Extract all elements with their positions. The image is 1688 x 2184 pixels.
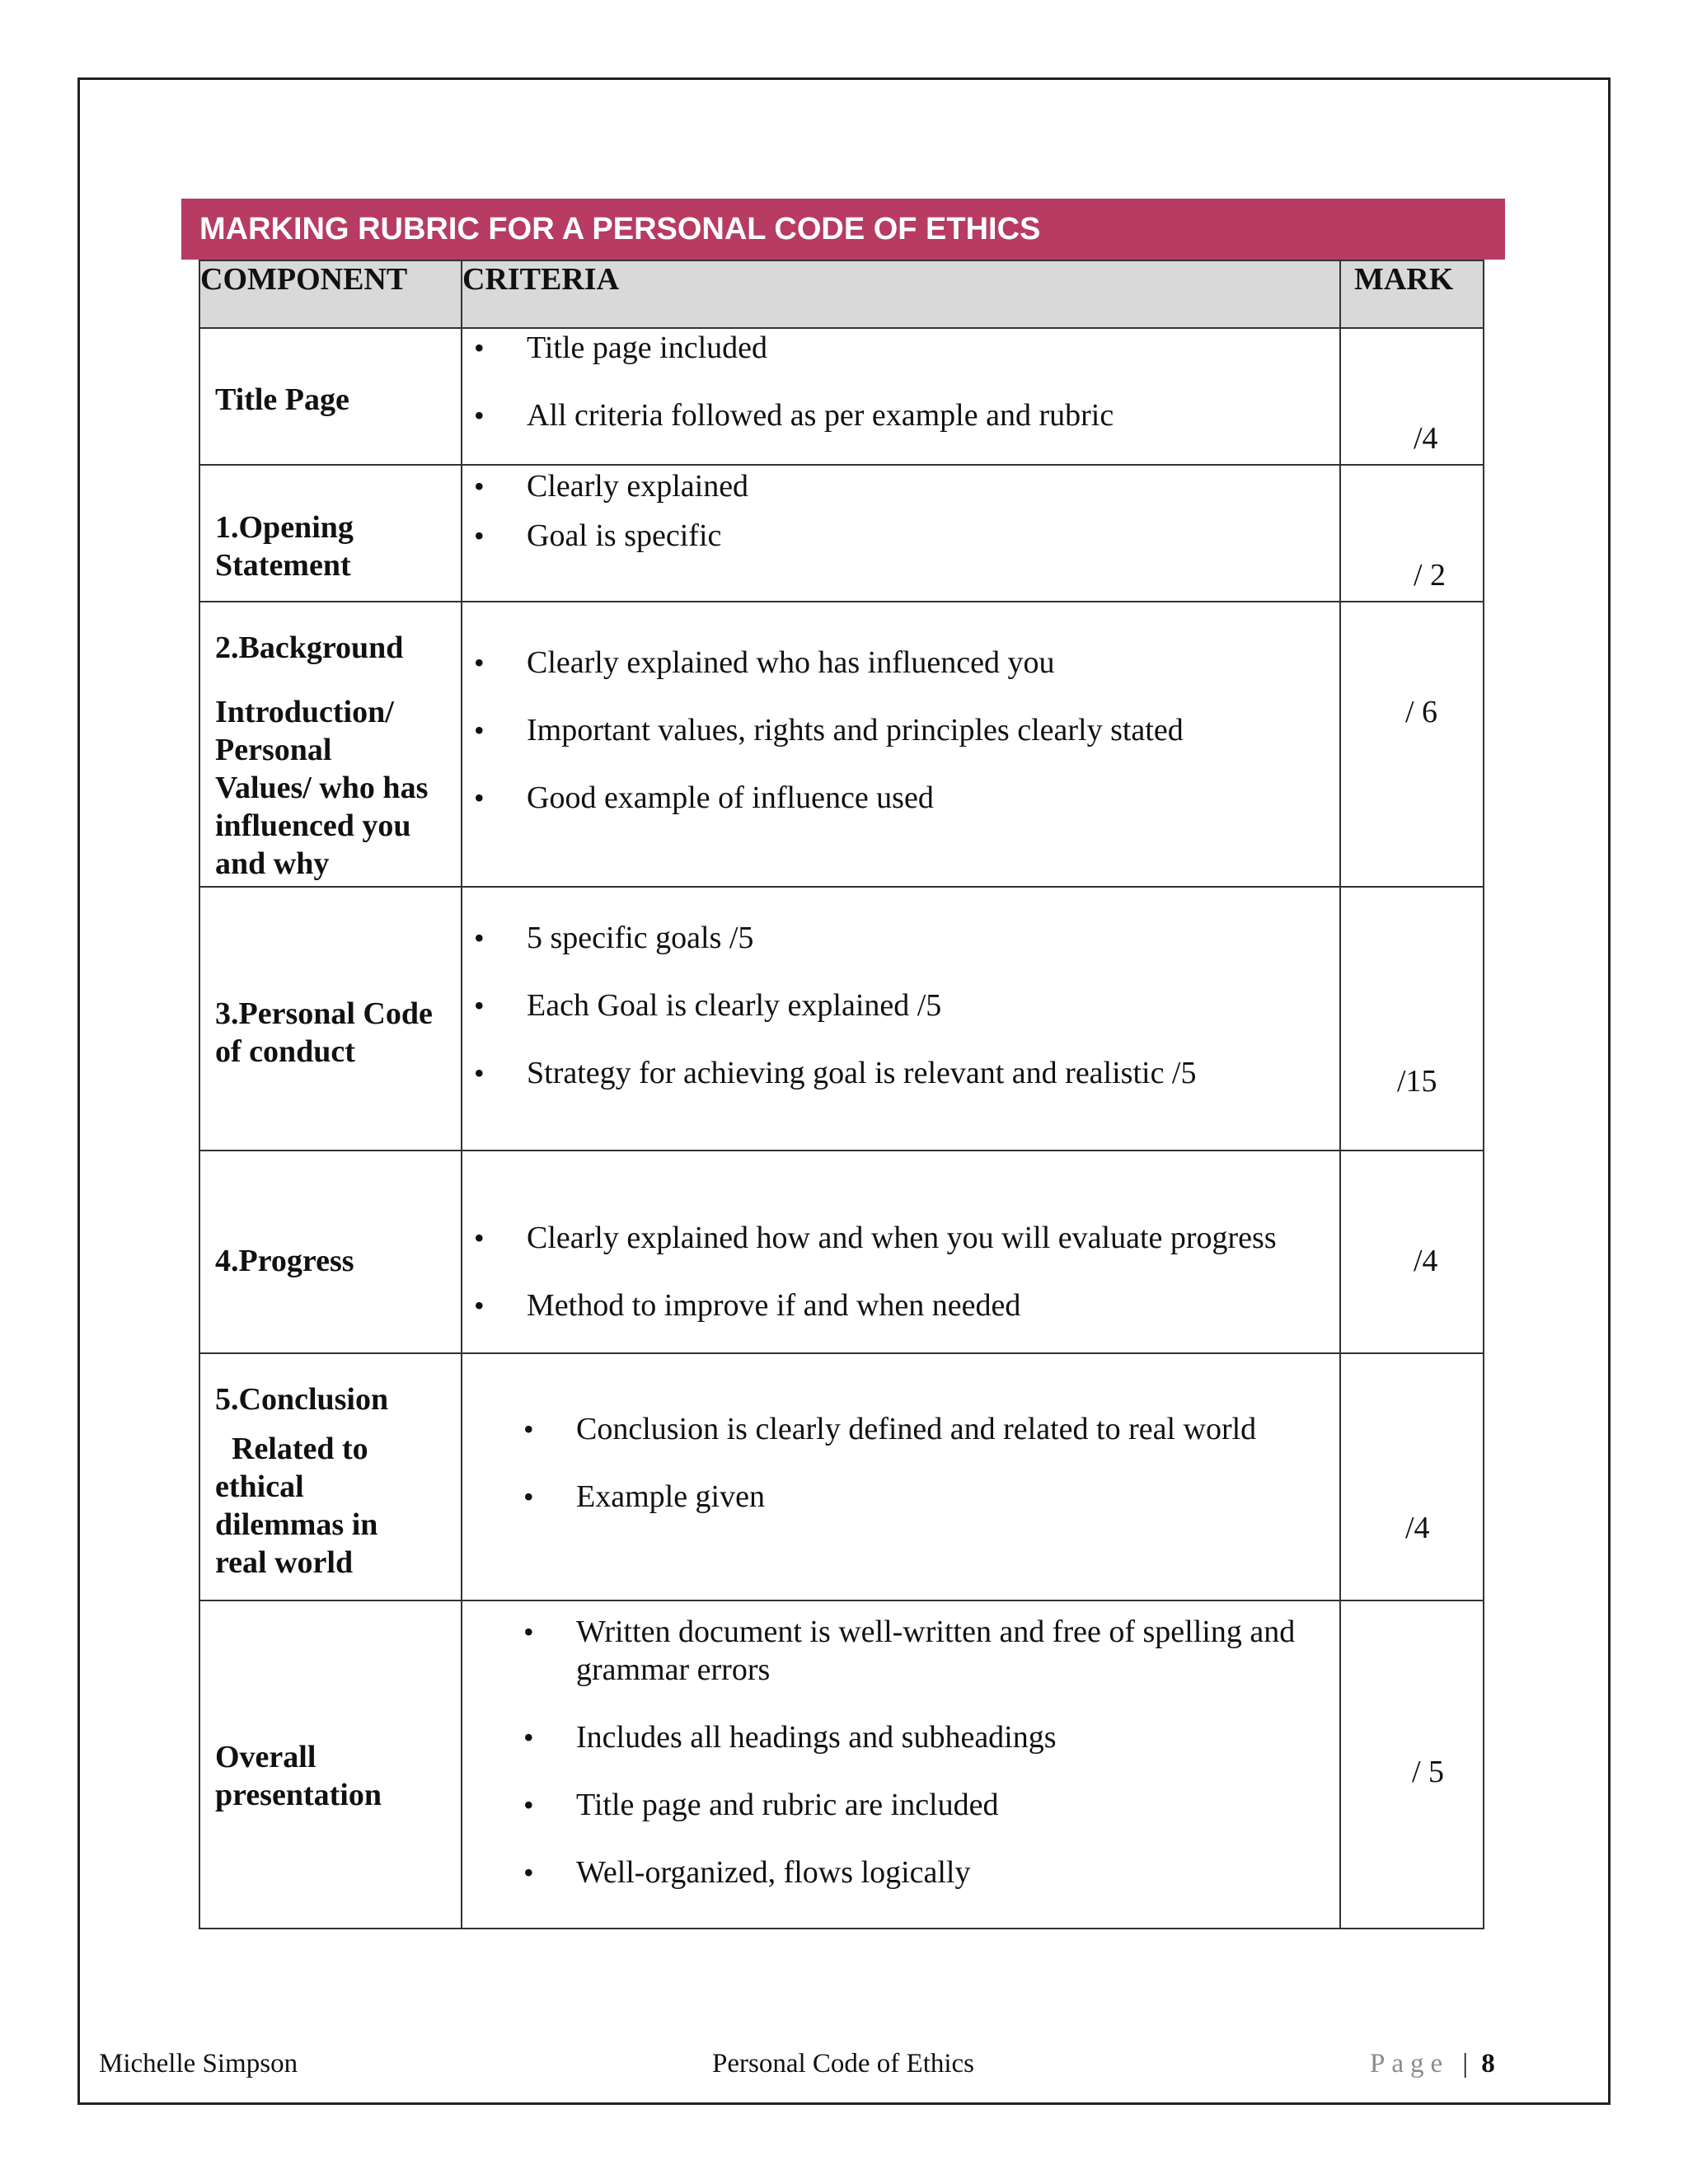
component-label: Overall: [215, 1740, 316, 1774]
mark-value: / 5: [1412, 1755, 1445, 1789]
mark-value: / 6: [1405, 695, 1438, 729]
criteria-cell: [462, 602, 1340, 887]
table-row: [199, 1151, 1484, 1353]
rubric-title-banner: [181, 199, 1505, 260]
component-cell: [199, 1601, 462, 1929]
mark-value: / 2: [1414, 558, 1447, 593]
footer-page-number: [1370, 2049, 1495, 2079]
mark-cell: [1340, 887, 1484, 1151]
criteria-item: • Title page and rubric are included: [462, 1786, 1306, 1824]
component-label: 4.Progress: [215, 1244, 354, 1278]
table-header-row: [199, 260, 1484, 328]
criteria-item: • Method to improve if and when needed: [462, 1286, 1339, 1324]
component-label: Statement: [215, 548, 351, 583]
component-label: dilemmas in: [215, 1507, 378, 1542]
criteria-item: • Strategy for achieving goal is relevant and realistic /5: [462, 1054, 1339, 1092]
component-cell: [199, 328, 462, 465]
mark-cell: [1340, 465, 1484, 602]
mark-cell: [1340, 1601, 1484, 1929]
criteria-cell: [462, 1353, 1340, 1601]
criteria-cell: [462, 1601, 1340, 1929]
component-label: ethical: [215, 1469, 304, 1504]
criteria-cell: [462, 887, 1340, 1151]
component-heading: 2.Background: [215, 630, 404, 665]
component-cell: [199, 1151, 462, 1353]
header-component: COMPONENT: [199, 260, 462, 328]
component-label: Related to: [232, 1432, 368, 1466]
page-number: 8: [1481, 2049, 1495, 2079]
table-row: [199, 328, 1484, 465]
mark-cell: [1340, 602, 1484, 887]
component-label: 1.Opening: [215, 510, 354, 545]
mark-value: /15: [1397, 1064, 1437, 1099]
footer-doc-title: Personal Code of Ethics: [712, 2049, 975, 2079]
criteria-item: • Goal is specific: [462, 517, 1339, 555]
component-label: presentation: [215, 1778, 382, 1812]
criteria-item: • Important values, rights and principles clearly stated: [462, 711, 1339, 749]
criteria-item: • Clearly explained who has influenced you: [462, 644, 1339, 682]
rubric-title: MARKING RUBRIC FOR A PERSONAL CODE OF ETHICS: [199, 211, 1041, 246]
rubric-table: [199, 260, 1484, 1929]
component-label: Introduction/: [215, 695, 394, 729]
component-label: Personal: [215, 733, 332, 767]
component-cell: [199, 887, 462, 1151]
criteria-item: • All criteria followed as per example and rubric: [462, 396, 1339, 434]
component-label: Values/ who has: [215, 771, 429, 805]
table-row: [199, 1601, 1484, 1929]
table-row: [199, 887, 1484, 1151]
page-label: Page: [1370, 2049, 1450, 2079]
table-row: [199, 1353, 1484, 1601]
criteria-cell: [462, 328, 1340, 465]
mark-cell: [1340, 1353, 1484, 1601]
mark-value: /4: [1414, 1244, 1438, 1278]
component-cell: [199, 465, 462, 602]
criteria-item: • Example given: [462, 1478, 1339, 1516]
component-heading: 5.Conclusion: [215, 1382, 389, 1417]
component-label: real world: [215, 1545, 354, 1580]
criteria-cell: [462, 1151, 1340, 1353]
criteria-item: • Includes all headings and subheadings: [462, 1718, 1306, 1756]
criteria-item: • Good example of influence used: [462, 779, 1339, 817]
criteria-item: • Well-organized, flows logically: [462, 1854, 1306, 1891]
mark-cell: [1340, 1151, 1484, 1353]
mark-cell: [1340, 328, 1484, 465]
criteria-item: • Each Goal is clearly explained /5: [462, 987, 1339, 1024]
page-separator: |: [1462, 2049, 1469, 2079]
component-label: influenced you: [215, 808, 411, 843]
component-label: and why: [215, 846, 330, 881]
table-row: [199, 602, 1484, 887]
mark-value: /4: [1414, 421, 1438, 456]
mark-value: /4: [1405, 1511, 1430, 1545]
header-criteria: CRITERIA: [462, 260, 1340, 328]
header-mark: MARK: [1340, 260, 1484, 328]
criteria-item: • Clearly explained: [462, 467, 1339, 505]
component-label: 3.Personal Code: [215, 996, 433, 1031]
criteria-item: • Title page included: [462, 329, 1339, 367]
component-label: Title Page: [215, 382, 349, 417]
component-label: of conduct: [215, 1034, 355, 1069]
table-row: [199, 465, 1484, 602]
criteria-item: • Conclusion is clearly defined and related to real world: [462, 1410, 1339, 1448]
criteria-item: • Written document is well-written and free of spelling and grammar errors: [462, 1613, 1306, 1689]
criteria-item: • 5 specific goals /5: [462, 919, 1339, 957]
component-cell: [199, 602, 462, 887]
criteria-cell: [462, 465, 1340, 602]
footer-author: Michelle Simpson: [99, 2049, 298, 2079]
component-cell: [199, 1353, 462, 1601]
criteria-item: • Clearly explained how and when you will evaluate progress: [462, 1219, 1339, 1257]
